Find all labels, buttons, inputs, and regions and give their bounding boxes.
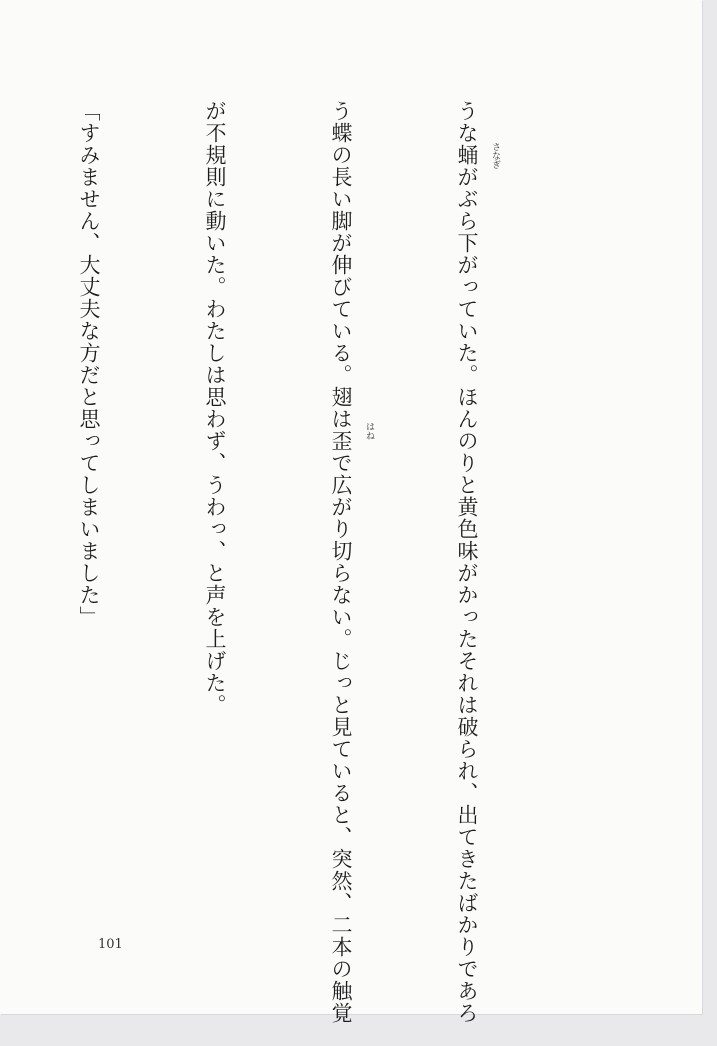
text-line-1: うな蛹がぶら下がっていた。ほんのりと黄色味がかったそれは破られ、出てきたばかりであろ さなぎ xyxy=(455,100,500,1024)
page-number: 101 xyxy=(98,937,123,952)
text-line-4: 「すみません、大丈夫な方だと思ってしまいました」 xyxy=(77,100,101,628)
ruby-sanagi: さなぎ xyxy=(490,142,500,169)
text-line-3: が不規則に動いた。わたしは思わず、うわっ、と声を上げた。 xyxy=(203,100,227,716)
text-line-2: う蝶の長い脚が伸びている。翅は歪で広がり切らない。じっと見ていると、突然、二本の触覚 はね xyxy=(329,100,374,1024)
ruby-hane: はね xyxy=(364,422,374,440)
